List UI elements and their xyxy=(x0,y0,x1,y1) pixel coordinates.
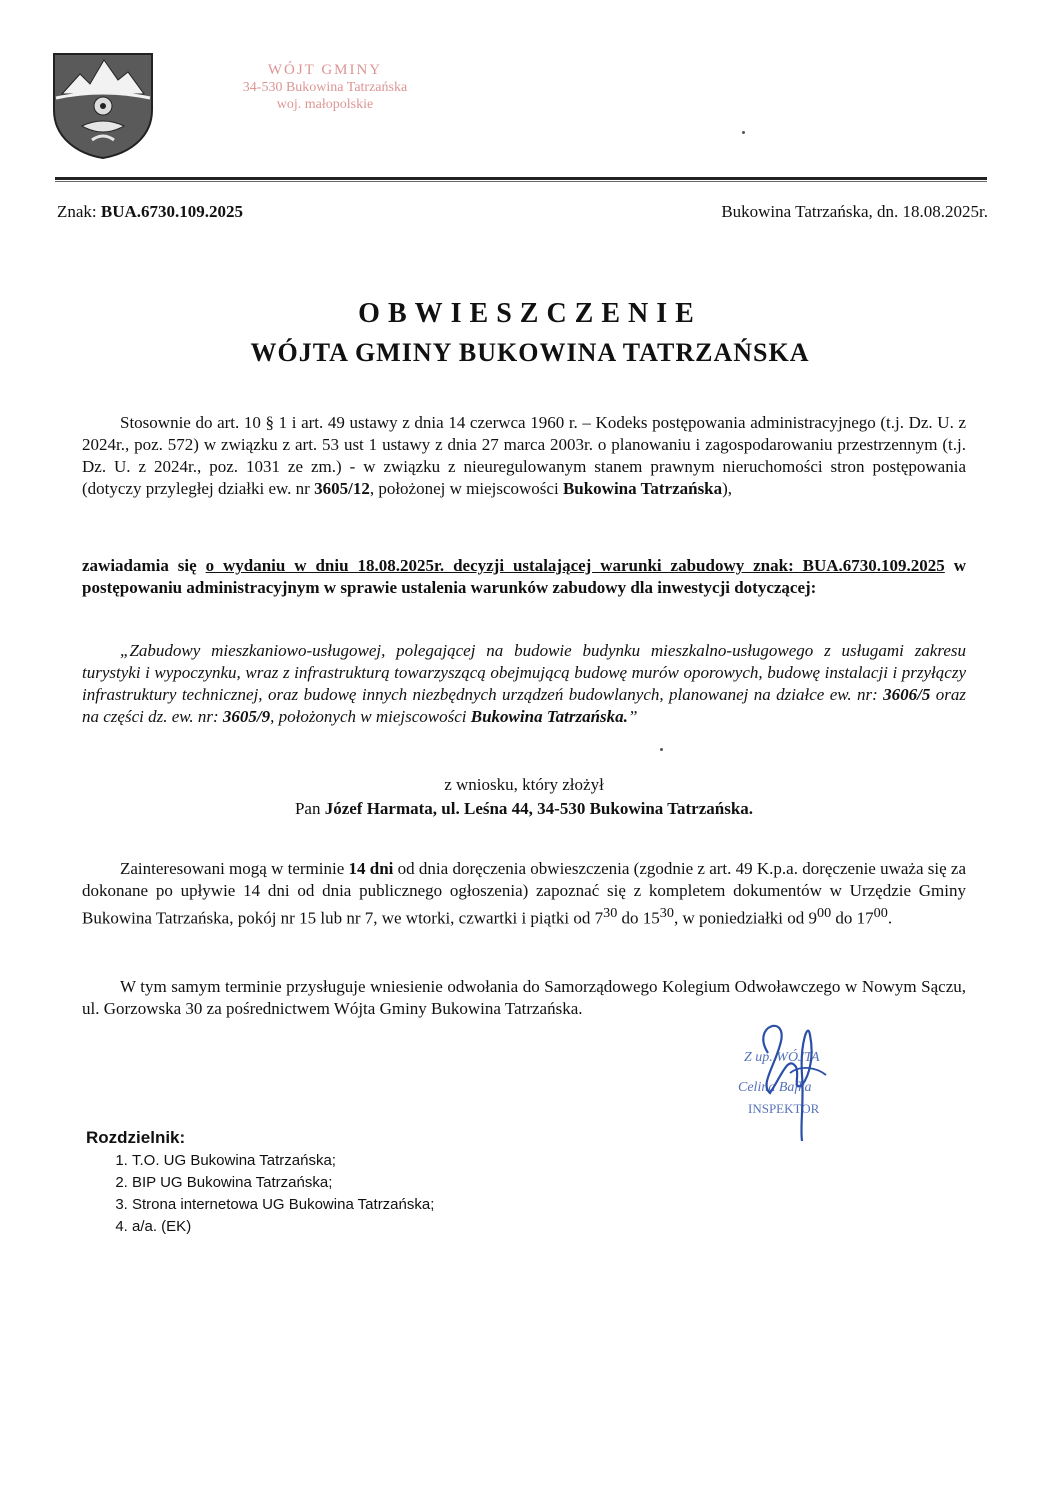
p4-text-c: do 15 xyxy=(617,908,660,928)
paragraph-appeal: W tym samym terminie przysługuje wniesienie odwołania do Samorządowego Kolegium Odwoławczego w Nowym Sączu, ul. Gorzowska 30 za pośrednictwem Wójta Gminy Bukowina Tatrzańska. xyxy=(82,977,966,1018)
document-title: OBWIESZCZENIE xyxy=(358,298,702,329)
p3-place: Bukowina Tatrzańska. xyxy=(470,707,628,726)
scan-speck xyxy=(742,131,745,134)
reference-value: BUA.6730.109.2025 xyxy=(100,202,244,221)
p1-place: Bukowina Tatrzańska xyxy=(562,479,723,498)
coat-of-arms-crest xyxy=(52,50,154,160)
p3-text-a: „Zabudowy mieszkaniowo-usługowej, polegającej na budowie budynku mieszkalno-usługowego z usługami zakresu turystyki i wypoczynku, wraz z infrastrukturą towarzyszącą obejmującą budowę murów oporowych, budowę instalacji i przyłączy infrastruktury technicznej, oraz budowę innych niezbędnych urządzeń budowlanych, planowanej na działce ew. nr: xyxy=(82,641,966,704)
paragraph-investment xyxy=(82,640,966,728)
distribution-item: 1. T.O. UG Bukowina Tatrzańska; xyxy=(132,1150,434,1172)
distribution-list xyxy=(88,1150,434,1238)
scan-speck xyxy=(660,748,663,751)
time-sup: 30 xyxy=(659,905,674,921)
p1-text-c: ), xyxy=(722,479,733,498)
place-date: Bukowina Tatrzańska, dn. 18.08.2025r. xyxy=(721,202,988,221)
time-sup: 00 xyxy=(817,905,832,921)
svg-text:Z up. WÓJTA: Z up. WÓJTA xyxy=(744,1050,820,1065)
applicant-prefix: Pan xyxy=(294,799,325,818)
p4-text-d: , w poniedziałki od 9 xyxy=(673,908,818,928)
distribution-title: Rozdzielnik: xyxy=(86,1128,186,1147)
stamp-line-2: 34-530 Bukowina Tatrzańska xyxy=(242,80,408,95)
p3-text-d: ” xyxy=(627,707,638,726)
p4-text-b: od dnia doręczenia obwieszczenia (zgodnie z art. 49 K.p.a. doręczenie uważa się za dokonane po upływie 14 dni od dnia publicznego ogłoszenia) zapoznać się z kompletem dokumentów w Urzędzie Gminy Bukowina Tatrzańska, pokój nr 15 lub nr 7, we wtorki, czwartki i piątki od 7 xyxy=(82,859,966,928)
time-sup: 00 xyxy=(873,905,888,921)
paragraph-notification xyxy=(82,555,966,599)
p1-plot: 3605/12 xyxy=(314,479,370,498)
stamp-line-3: woj. małopolskie xyxy=(276,97,374,112)
header-rule-thin xyxy=(55,181,987,182)
distribution-item: 4. a/a. (EK) xyxy=(132,1216,434,1238)
p2-text-b: w postępowaniu administracyjnym w sprawie ustalenia warunków zabudowy dla inwestycji dotyczącej: xyxy=(82,556,966,597)
distribution-item: 3. Strona internetowa UG Bukowina Tatrzańska; xyxy=(132,1194,434,1216)
reference-label: Znak: xyxy=(57,202,101,221)
paragraph-legal-basis xyxy=(82,412,966,500)
svg-text:INSPEKTOR: INSPEKTOR xyxy=(748,1101,820,1116)
p1-text-a: Stosownie do art. 10 § 1 i art. 49 ustawy z dnia 14 czerwca 1960 r. – Kodeks postępowania administracyjnego (t.j. Dz. U. z 2024r., poz. 572) w związku z art. 53 ust 1 ustawy z dnia 27 marca 2003r. o planowaniu i zagospodarowaniu przestrzennym (t.j. Dz. U. z 2024r., poz. 1031 ze zm.) - w związku z nieuregulowanym stanem prawnym nieruchomości stron postępowania (dotyczy przyległej działki ew. nr xyxy=(82,413,966,498)
p3-plot-2: 3605/9 xyxy=(222,707,271,726)
p4-text-e: do 17 xyxy=(831,908,874,928)
applicant-intro: z wniosku, który złożył xyxy=(444,775,604,794)
header-rule xyxy=(55,177,987,180)
p4-days: 14 dni xyxy=(348,859,394,878)
stamp-line-1: WÓJT GMINY xyxy=(267,62,383,78)
p2-text-a: zawiadamia się xyxy=(82,556,206,575)
p3-text-b: oraz na części dz. ew. nr: xyxy=(82,685,966,726)
applicant-name xyxy=(82,798,966,820)
p3-plot-1: 3606/5 xyxy=(883,685,931,704)
p4-text-a: Zainteresowani mogą w terminie xyxy=(120,859,349,878)
applicant-details: Józef Harmata, ul. Leśna 44, 34-530 Bukowina Tatrzańska. xyxy=(324,799,754,818)
reference-number xyxy=(57,202,243,222)
office-stamp xyxy=(200,62,450,113)
document-subtitle: WÓJTA GMINY BUKOWINA TATRZAŃSKA xyxy=(250,338,810,367)
paragraph-access xyxy=(82,858,966,930)
p2-decision: o wydaniu w dniu 18.08.2025r. decyzji ustalającej warunki zabudowy znak: BUA.6730.109.2025 xyxy=(205,556,945,575)
time-sup: 30 xyxy=(603,905,618,921)
p3-text-c: , położonych w miejscowości xyxy=(270,707,471,726)
distribution-item: 2. BIP UG Bukowina Tatrzańska; xyxy=(132,1172,434,1194)
p4-text-f: . xyxy=(887,908,893,928)
signature-stamp xyxy=(730,1015,860,1155)
svg-text:Celina Bafka: Celina Bafka xyxy=(738,1080,812,1095)
p1-text-b: , położonej w miejscowości xyxy=(369,479,563,498)
